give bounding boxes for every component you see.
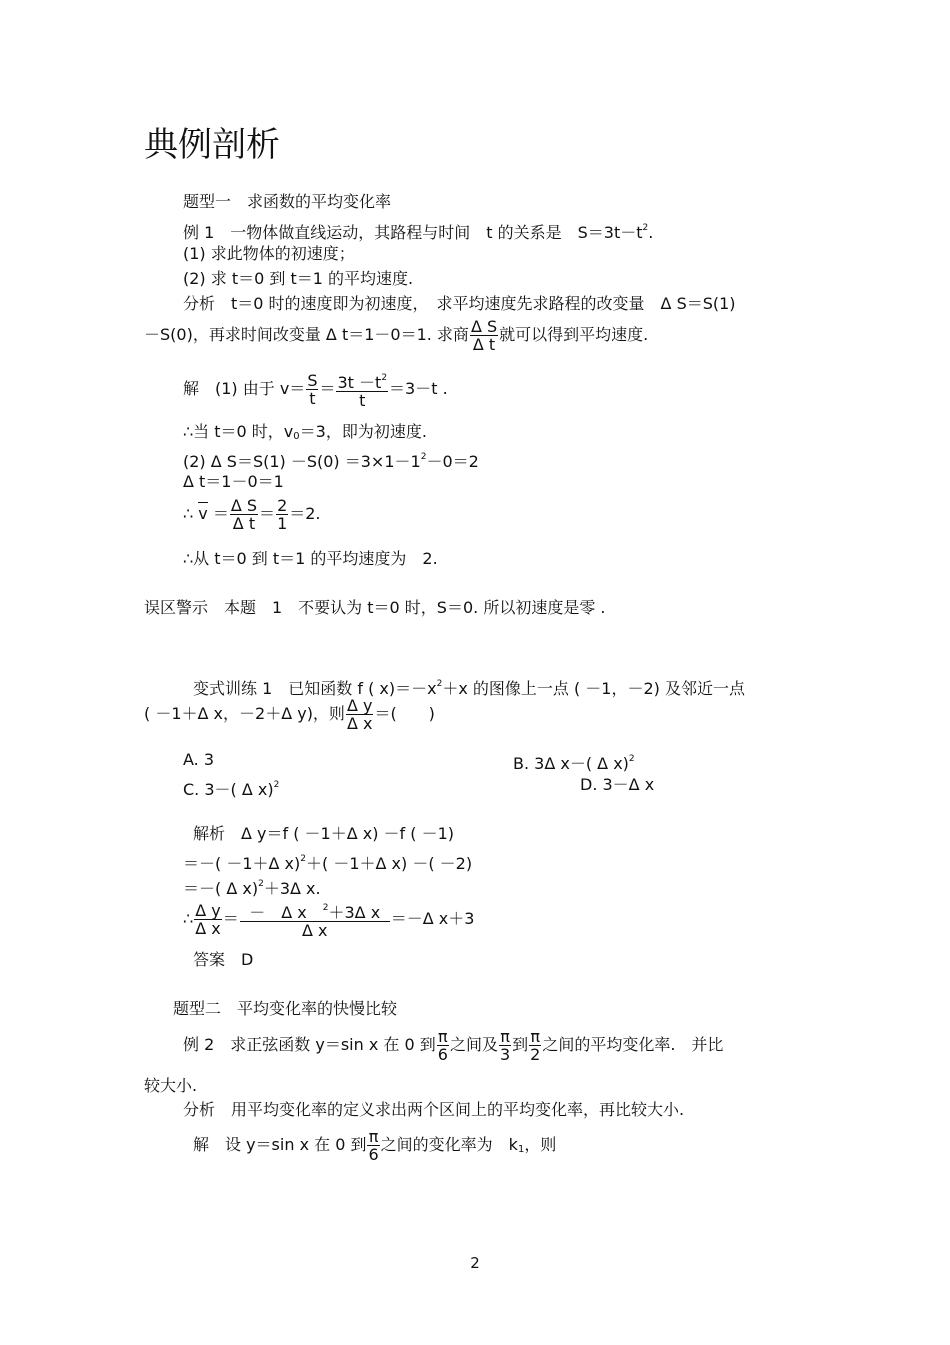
solution-line-5: ∴ v ＝ $\frac{\text{Δ S}}{\text{Δ t}}$ ＝ $\frac{2}{1}$ ＝2. <box>183 496 321 533</box>
variant-line-2: ( －1＋Δ x，－2＋Δ y)，则 $\frac{\text{Δ y}}{\text{Δ x}}$ ＝( ) <box>144 696 435 733</box>
fraction-dy-over-dx: $\frac{\text{Δ y}}{\text{Δ x}}$ <box>195 901 221 938</box>
type2-analysis: 分析 用平均变化率的定义求出两个区间上的平均变化率，再比较大小. <box>183 1100 685 1119</box>
fraction-pi-over-6: $\frac{\pi}{6}$ <box>437 1027 448 1064</box>
variant-line-1: 变式训练 1 已知函数 f ( $x)=-x^2+x$ 的图像上一点 ( －1，－2) 及邻近一点 <box>193 679 745 698</box>
type1-title: 题型一 求函数的平均变化率 <box>183 192 392 211</box>
type2-title: 题型二 平均变化率的快慢比较 <box>173 999 398 1018</box>
example2-statement: 例 2 求正弦函数 y＝sin x 在 0 到 $\frac{\pi}{6}$ 之间及 $\frac{\pi}{3}$ 到 $\frac{\pi}{2}$ 之间的平均变化率. 并比 <box>183 1027 724 1064</box>
solution-line-4: Δ t＝1－0＝1 <box>183 472 284 491</box>
variant-analysis-line-2: ＝－( －1＋Δ x)$^2$＋( －1＋Δ x) －( －2) <box>183 854 473 873</box>
solution-line-1: 解 (1) 由于 v＝ $\frac{S}{t}$ ＝ $\frac{3t -t^2}{t}$ ＝3－t . <box>183 371 448 410</box>
fraction-pi-over-6-solution: $\frac{\pi}{6}$ <box>368 1127 379 1164</box>
answer: 答案 D <box>193 950 254 969</box>
fraction-pi-over-3: $\frac{\pi}{3}$ <box>499 1027 511 1064</box>
example2-continuation: 较大小. <box>144 1076 198 1095</box>
example1-statement: 例 1 一物体做直线运动，其路程与时间 t 的关系是 $S=3t-t^2$. <box>183 223 654 242</box>
fraction-expression-over-dx: $\frac{- \Delta x ^2+3\Delta x}{\text{Δ x}}$ <box>240 900 390 939</box>
analysis-line-1: 分析 t＝0 时的速度即为初速度， 求平均速度先求路程的改变量 Δ S＝S(1) <box>183 294 736 313</box>
fraction-2-over-1: $\frac{2}{1}$ <box>277 496 288 533</box>
question-1: (1) 求此物体的初速度； <box>183 244 355 263</box>
variant-analysis-line-3: ＝－( Δ x)$^2$＋3Δ x. <box>183 879 321 898</box>
type2-solution: 解 设 y＝sin x 在 0 到 $\frac{\pi}{6}$ 之间的变化率为 $k_1$，则 <box>193 1127 557 1164</box>
fraction-pi-over-2: $\frac{\pi}{2}$ <box>530 1027 541 1064</box>
fraction-3t-minus-t2-over-t: $\frac{3t -t^2}{t}$ <box>336 370 388 409</box>
option-b: B. 3Δ x－( Δ x)$^2$ <box>513 754 635 773</box>
option-a: A. 3 <box>183 750 215 769</box>
misconception-warning: 误区警示 本题 1 不要认为 t＝0 时，S＝0. 所以初速度是零 . <box>144 598 606 617</box>
option-c: C. 3－( Δ x)$^2$ <box>183 780 280 799</box>
fraction-delta-y-over-delta-x: $\frac{\text{Δ y}}{\text{Δ x}}$ <box>346 696 373 733</box>
fraction-s-over-t: $\frac{S}{t}$ <box>307 371 318 408</box>
section-heading: 典例剖析 <box>144 125 280 165</box>
solution-line-2: ∴当 t＝0 时，$v_0=3$，即为初速度. <box>183 422 427 442</box>
page-number: 2 <box>470 1254 480 1272</box>
solution-line-6: ∴从 t＝0 到 t＝1 的平均速度为 2. <box>183 549 438 568</box>
analysis-line-2: －S(0)，再求时间改变量 Δ t＝1－0＝1. 求商 $\frac{\text{Δ S}}{\text{Δ t}}$ 就可以得到平均速度. <box>144 317 649 354</box>
delta-s-over-delta-t: $\frac{\text{Δ S}}{\text{Δ t}}$ <box>470 317 498 354</box>
mean-velocity-symbol: v <box>198 504 208 523</box>
question-2: (2) 求 t＝0 到 t＝1 的平均速度. <box>183 269 414 288</box>
variant-analysis-line-1: 解析 Δ y＝f ( －1＋Δ x) －f ( －1) <box>193 824 455 843</box>
variant-analysis-line-4: ∴ $\frac{\text{Δ y}}{\text{Δ x}}$ ＝ $\frac{- \Delta x ^2+3\Delta x}{\text{Δ x}}$ ＝－Δ x＋3 <box>183 901 475 940</box>
fraction-delta-s-over-delta-t: $\frac{\text{Δ S}}{\text{Δ t}}$ <box>230 496 258 533</box>
option-d: D. 3－Δ x <box>580 775 655 794</box>
solution-line-3: (2) Δ $S=S(1) -S(0) =3\times 1-1^2-0=2$ <box>183 452 479 471</box>
